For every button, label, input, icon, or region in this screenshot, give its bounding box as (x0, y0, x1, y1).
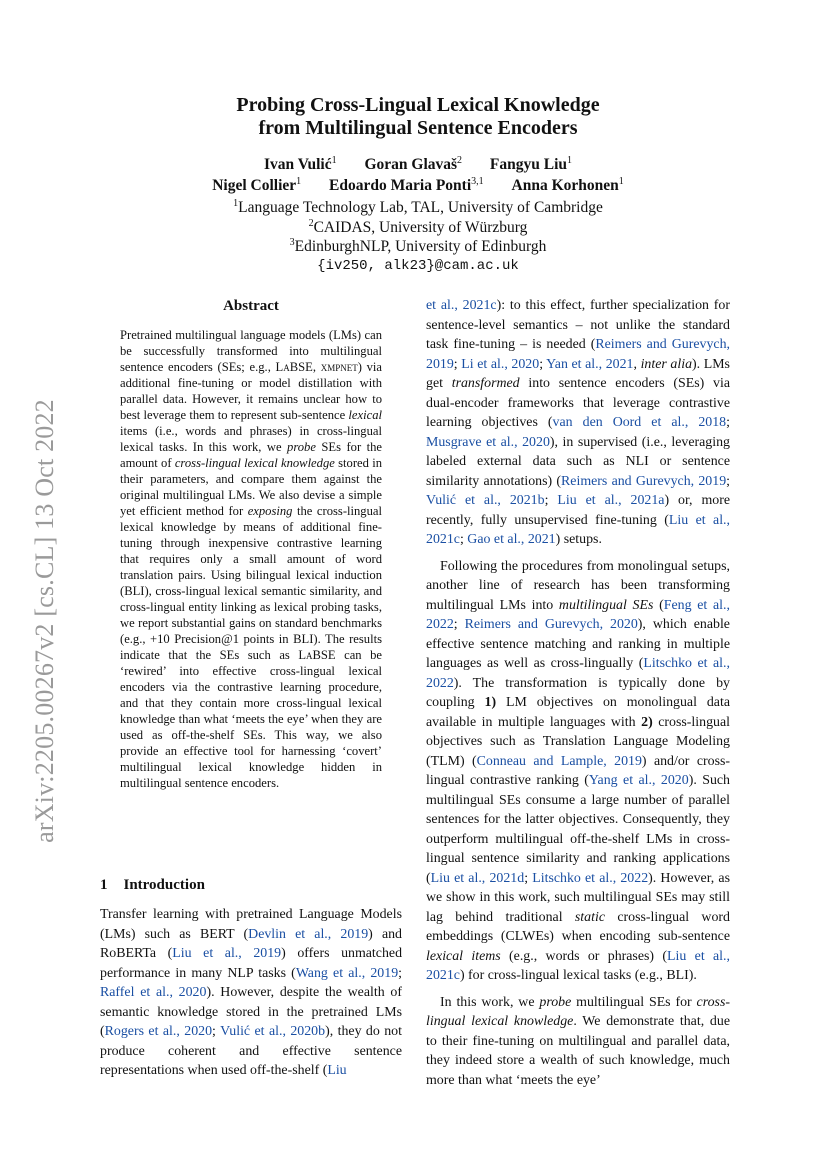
text-run: , (312, 360, 321, 374)
text-run: ), they do not produce coherent and effective sentence representations when used off-the-shelf ( (100, 1024, 402, 1078)
citation-link[interactable]: Vulić et al., 2021b (426, 493, 545, 508)
citation-link[interactable]: Rogers et al., 2020 (104, 1024, 213, 1039)
citation-link[interactable]: Liu et al., 2021c (426, 512, 731, 547)
emphasis-text: cross-lingual lexical knowledge (174, 456, 335, 470)
text-run: ( (653, 597, 664, 613)
text-run: cross-lingual word embeddings (CLWEs) when encoding sub-sentence (426, 909, 730, 944)
text-run: ). Such multilingual SEs consume a large number of parallel sentences for the latter objectives. Consequently, they outperform multilingual off-the-shelf LMs in cross-lingual sentence similarity and ranking applications ( (426, 773, 731, 886)
text-run: . We demonstrate that, due to their fine-tuning on multilingual and parallel data, they indeed store a wealth of such knowledge, much more than what ‘meets the eye’ (426, 1014, 730, 1088)
introduction-section (100, 874, 402, 1081)
citation-link[interactable]: Vulić et al., 2020b (220, 1024, 326, 1039)
text-run: Transfer learning with pretrained Language Models (LMs) such as BERT ( (100, 907, 402, 942)
text-run: the cross-lingual lexical knowledge by means of additional fine-tuning through inexpensive contrastive learning that requires only a small amount of word translation pairs. Using bilingual lexical induction (BLI), cross-lingual lexical semantic similarity, and cross-lingual entity linking as lexical probing tasks, we report substantial gains on standard benchmarks (e.g., +10 Precision@1 points in BLI). The results indicate that the SEs such as (120, 504, 382, 662)
text-run: ; (544, 493, 558, 508)
bold-text: 2) (641, 714, 653, 730)
text-run: Pretrained multilingual language models (LMs) can be successfully transformed into multilingual sentence encoders (SEs; e.g., (120, 328, 382, 374)
citation-link[interactable]: Yan et al., 2021 (546, 356, 634, 372)
text-run: can be ‘rewired’ into effective cross-lingual lexical encoders via the contrastive learning procedure, and that they contain more cross-lingual lexical knowledge than what ‘meets the eye’ when they are used as off-the-shelf SEs. This way, we also provide an effective tool for harnessing ‘covert’ multilingual lexical knowledge hidden in multilingual sentence encoders. (120, 648, 382, 790)
model-name: LaBSE (275, 360, 313, 374)
text-run: ; (524, 870, 533, 886)
text-run: items (i.e., words and phrases) in cross-lingual lexical tasks. In this work, we (120, 424, 382, 454)
citation-link[interactable]: Yang et al., 2020 (588, 773, 689, 788)
emphasis-text: static (574, 909, 605, 925)
text-run: In this work, we (440, 994, 540, 1010)
text-run: ; (398, 965, 402, 981)
right-column (426, 296, 730, 1097)
author: Fangyu Liu$^1$ (489, 154, 573, 173)
text-run: ; (726, 473, 730, 489)
emphasis-text: inter alia (640, 356, 693, 372)
citation-link[interactable]: Wang et al., 2019 (295, 965, 399, 981)
text-run: ) or, more recently, fully unsupervised fine-tuning ( (426, 493, 730, 528)
text-run: ) offers unmatched performance in many NLP tasks ( (100, 946, 403, 981)
citation-link[interactable]: Liu et al., 2019 (172, 946, 282, 961)
citation-link[interactable]: Conneau and Lample, 2019 (476, 753, 642, 769)
body-paragraph (426, 557, 730, 986)
citation-link[interactable]: Musgrave et al., 2020 (426, 434, 550, 450)
text-run: ), in supervised (i.e., leveraging labeled external data such as NLI or sentence similarity annotations) ( (426, 434, 730, 489)
text-run: cross-lingual objectives such as Translation Language Modeling (TLM) ( (426, 714, 730, 769)
author: Ivan Vulić$^1$ (263, 154, 337, 173)
author: Nigel Collier$^1$ (212, 175, 302, 194)
emphasis-text: lexical (348, 408, 382, 422)
author: Edoardo Maria Ponti$^{3,1}$ (329, 175, 484, 194)
text-run: ) for cross-lingual lexical tasks (e.g., BLI). (459, 968, 697, 983)
citation-link[interactable]: Reimers and Gurevych, 2019 (426, 337, 730, 372)
text-run: ; (726, 415, 730, 430)
citation-link[interactable]: Reimers and Gurevych, 2020 (464, 617, 638, 632)
text-run: ) and/or cross-lingual contrastive ranking ( (426, 753, 731, 788)
author-list-row-2 (100, 175, 736, 196)
emphasis-text: exposing (247, 504, 293, 518)
text-run: ). LMs get (426, 356, 730, 391)
text-run: LM objectives on monolingual data available in multiple languages with (426, 695, 730, 730)
citation-link[interactable]: van den Oord et al., 2018 (552, 415, 727, 430)
paper-header (100, 94, 736, 276)
citation-link[interactable]: Liu et al., 2021d (430, 870, 525, 886)
emphasis-text: transformed (451, 376, 520, 391)
model-name: xmpnet (320, 360, 358, 374)
emphasis-text: cross-lingual lexical knowledge (426, 994, 730, 1029)
contact-email: {iv250, alk23}@cam.ac.uk (317, 257, 519, 274)
text-run: ) via additional fine-tuning or model distillation with parallel data. However, it remains unclear how to best leverage them to represent sub-sentence (120, 360, 383, 422)
text-run: Following the procedures from monolingual setups, another line of research has been transforming multilingual LMs into (426, 558, 730, 613)
body-paragraph (426, 296, 730, 550)
text-run: ; (539, 356, 547, 372)
affiliation: $^2$CAIDAS, University of Würzburg (308, 217, 528, 236)
text-run: ; (453, 617, 465, 632)
affiliation: $^1$Language Technology Lab, TAL, University of Cambridge (233, 197, 603, 216)
arxiv-identifier: arXiv:2205.00267v2 [cs.CL] 13 Oct 2022 (30, 399, 59, 843)
text-run: ) and RoBERTa ( (100, 926, 402, 961)
text-run: (e.g., words or phrases) ( (500, 948, 668, 964)
emphasis-text: probe (287, 440, 316, 454)
citation-link[interactable]: Li et al., 2020 (461, 356, 540, 372)
citation-link[interactable]: Liu et al., 2021c (426, 948, 730, 983)
citation-link[interactable]: Gao et al., 2021 (467, 532, 556, 547)
text-run: ): to this effect, further specialization for sentence-level semantics – not unlike the standard task fine-tuning – is needed ( (426, 298, 730, 352)
citation-link[interactable]: Litschko et al., 2022 (426, 656, 730, 691)
citation-link[interactable]: Raffel et al., 2020 (100, 985, 207, 1000)
text-run: ) setups. (555, 532, 602, 547)
text-run: SEs for the amount of (120, 440, 382, 470)
paper-title (100, 94, 736, 140)
citation-link[interactable]: Liu (327, 1063, 347, 1078)
section-title: Introduction (123, 877, 205, 893)
text-run: ). However, despite the wealth of semantic knowledge stored in the pretrained LMs ( (100, 985, 402, 1039)
citation-link[interactable]: et al., 2021c (426, 298, 497, 313)
affiliations (100, 198, 736, 276)
emphasis-text: lexical items (426, 948, 501, 964)
intro-paragraph (100, 905, 402, 1081)
model-name: LaBSE (298, 648, 336, 662)
text-run: into sentence encoders (SEs) via dual-encoder frameworks that leverage contrastive learning objectives ( (426, 376, 730, 430)
text-run: ), which enable effective sentence matching and ranking in multiple languages as well as cross-lingually ( (426, 617, 730, 671)
text-run: ; (459, 532, 468, 547)
abstract-section (120, 296, 382, 791)
citation-link[interactable]: Litschko et al., 2022 (532, 870, 649, 886)
abstract-heading: Abstract (223, 298, 279, 314)
text-run: multilingual SEs for (571, 994, 697, 1010)
section-heading (100, 874, 402, 896)
text-run: ; (453, 356, 462, 372)
bold-text: 1) (484, 695, 497, 710)
title-line-1: Probing Cross-Lingual Lexical Knowledge (236, 94, 600, 116)
author: Anna Korhonen$^1$ (511, 175, 624, 194)
text-run: ; (212, 1024, 221, 1039)
abstract-body (120, 327, 382, 791)
citation-link[interactable]: Reimers and Gurevych, 2019 (561, 473, 727, 489)
affiliation: $^3$EdinburghNLP, University of Edinburgh (289, 236, 547, 255)
arxiv-stamp (16, 368, 74, 874)
author-list-row-1 (100, 154, 736, 175)
citation-link[interactable]: Feng et al., 2022 (426, 597, 730, 632)
author: Goran Glavaš$^2$ (364, 154, 463, 173)
text-run: stored in their parameters, and compare them against the original multilingual LMs. We also devise a simple yet efficient method for (120, 456, 382, 518)
emphasis-text: probe (539, 994, 572, 1010)
citation-link[interactable]: Devlin et al., 2019 (248, 926, 369, 942)
text-run: ). However, as we show in this work, such multilingual SEs may still lag behind traditional (426, 870, 730, 925)
citation-link[interactable]: Liu et al., 2021a (557, 493, 665, 508)
body-paragraph (426, 993, 730, 1091)
emphasis-text: multilingual SEs (558, 597, 654, 613)
title-line-2: from Multilingual Sentence Encoders (258, 117, 578, 139)
text-run: , (633, 356, 641, 372)
section-number: 1 (100, 877, 108, 893)
text-run: ). The transformation is typically done by coupling (426, 675, 730, 710)
